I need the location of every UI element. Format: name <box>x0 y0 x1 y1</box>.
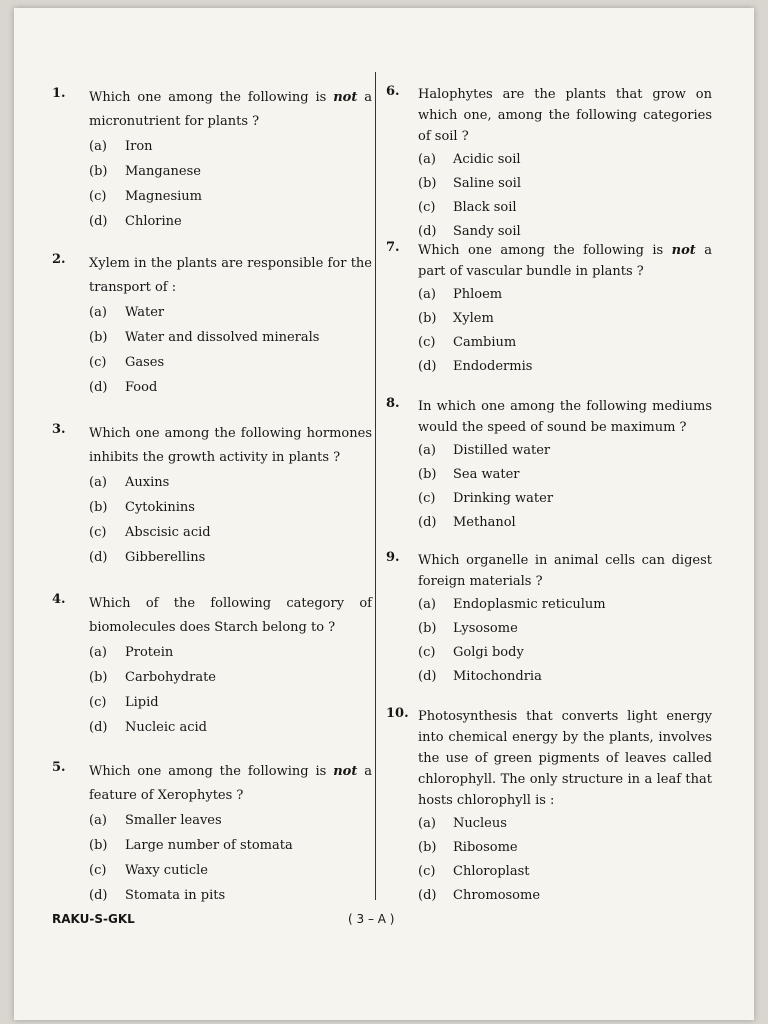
option-text: Endoplasmic reticulum <box>453 596 606 612</box>
option-row <box>89 495 372 520</box>
question-number: 5. <box>52 760 66 775</box>
option-text: Stomata in pits <box>125 888 226 903</box>
option-text: Water and dissolved minerals <box>125 330 320 345</box>
question-1 <box>52 86 372 234</box>
question-8 <box>386 396 712 534</box>
option-text: Protein <box>125 645 174 660</box>
option-label: (a) <box>418 596 436 612</box>
option-label: (b) <box>89 838 108 853</box>
question-9 <box>386 550 712 688</box>
option-text: Acidic soil <box>453 151 521 167</box>
option-label: (a) <box>89 139 107 154</box>
option-text: Smaller leaves <box>125 813 222 828</box>
option-text: Waxy cuticle <box>125 863 208 878</box>
option-row <box>418 486 712 510</box>
option-row <box>89 300 372 325</box>
question-text: Which one among the following is not a micronutrient for plants ? <box>89 90 372 129</box>
option-text: Sea water <box>453 466 520 482</box>
option-text: Lysosome <box>453 620 518 636</box>
question-number: 10. <box>386 706 409 721</box>
page-number: ( 3 – A ) <box>348 912 395 926</box>
option-label: (b) <box>418 839 437 855</box>
option-label: (c) <box>418 334 436 350</box>
option-text: Black soil <box>453 199 517 215</box>
question-number: 1. <box>52 86 66 101</box>
option-row <box>89 159 372 184</box>
question-number: 4. <box>52 592 66 607</box>
question-number: 3. <box>52 422 66 437</box>
option-text: Chlorine <box>125 214 182 229</box>
option-label: (a) <box>89 813 107 828</box>
option-row <box>89 808 372 833</box>
option-label: (d) <box>418 223 437 239</box>
option-text: Gases <box>125 355 165 370</box>
option-text: Chloroplast <box>453 863 530 879</box>
option-label: (b) <box>89 500 108 515</box>
option-row <box>89 833 372 858</box>
column-divider <box>375 72 376 900</box>
option-text: Large number of stomata <box>125 838 293 853</box>
option-label: (c) <box>418 644 436 660</box>
option-text: Nucleic acid <box>125 720 207 735</box>
option-row <box>418 354 712 378</box>
question-text: Halophytes are the plants that grow on which one, among the following categories of soil ? <box>418 87 712 144</box>
option-label: (c) <box>89 695 107 710</box>
option-label: (d) <box>418 668 437 684</box>
option-row <box>418 330 712 354</box>
option-label: (c) <box>418 199 436 215</box>
option-label: (c) <box>89 355 107 370</box>
option-row <box>418 811 712 835</box>
question-text: Which organelle in animal cells can digest foreign materials ? <box>418 553 712 589</box>
option-label: (d) <box>89 720 108 735</box>
option-label: (b) <box>418 175 437 191</box>
option-label: (a) <box>418 815 436 831</box>
option-label: (d) <box>418 887 437 903</box>
option-row <box>89 209 372 234</box>
option-label: (d) <box>418 514 437 530</box>
option-text: Endodermis <box>453 358 533 374</box>
option-text: Distilled water <box>453 442 551 458</box>
option-row <box>89 184 372 209</box>
option-label: (d) <box>89 550 108 565</box>
question-text: Which one among the following hormones inhibits the growth activity in plants ? <box>89 426 372 465</box>
option-label: (b) <box>89 670 108 685</box>
option-label: (a) <box>89 645 107 660</box>
question-text: Photosynthesis that converts light energy into chemical energy by the plants, involves the use of green pigments of leaves called chlorophyll. The only structure in a leaf that hosts chlorophyll is : <box>418 709 712 808</box>
option-row <box>89 715 372 740</box>
option-row <box>89 665 372 690</box>
option-row <box>89 350 372 375</box>
option-row <box>418 616 712 640</box>
option-row <box>418 664 712 688</box>
option-text: Food <box>125 380 158 395</box>
option-label: (c) <box>89 189 107 204</box>
option-row <box>418 195 712 219</box>
option-label: (b) <box>89 330 108 345</box>
option-label: (b) <box>418 466 437 482</box>
question-6 <box>386 84 712 243</box>
question-5 <box>52 760 372 908</box>
option-text: Ribosome <box>453 839 518 855</box>
question-text: Which one among the following is not a part of vascular bundle in plants ? <box>418 243 712 279</box>
option-text: Methanol <box>453 514 516 530</box>
question-text: Which of the following category of biomolecules does Starch belong to ? <box>89 596 372 635</box>
option-label: (b) <box>89 164 108 179</box>
option-row <box>89 520 372 545</box>
option-text: Lipid <box>125 695 159 710</box>
option-text: Manganese <box>125 164 201 179</box>
option-label: (a) <box>418 286 436 302</box>
option-row <box>418 510 712 534</box>
option-row <box>89 545 372 570</box>
option-row <box>418 859 712 883</box>
option-row <box>418 171 712 195</box>
option-label: (c) <box>418 863 436 879</box>
option-label: (a) <box>89 475 107 490</box>
option-label: (c) <box>418 490 436 506</box>
option-label: (b) <box>418 310 437 326</box>
paper-code: RAKU-S-GKL <box>52 912 135 926</box>
option-text: Phloem <box>453 286 503 302</box>
option-label: (a) <box>89 305 107 320</box>
option-text: Auxins <box>125 475 170 490</box>
option-row <box>418 282 712 306</box>
option-row <box>89 470 372 495</box>
option-text: Iron <box>125 139 153 154</box>
question-4 <box>52 592 372 740</box>
option-label: (b) <box>418 620 437 636</box>
question-10 <box>386 706 712 907</box>
option-text: Drinking water <box>453 490 554 506</box>
option-row <box>418 592 712 616</box>
option-row <box>418 640 712 664</box>
option-text: Carbohydrate <box>125 670 216 685</box>
option-text: Gibberellins <box>125 550 206 565</box>
question-number: 2. <box>52 252 66 267</box>
option-text: Abscisic acid <box>125 525 211 540</box>
question-3 <box>52 422 372 570</box>
exam-page <box>14 8 754 1020</box>
option-row <box>418 438 712 462</box>
option-label: (a) <box>418 151 436 167</box>
option-row <box>89 325 372 350</box>
option-label: (c) <box>89 525 107 540</box>
option-label: (d) <box>89 380 108 395</box>
option-text: Water <box>125 305 165 320</box>
question-number: 9. <box>386 550 400 565</box>
question-7 <box>386 240 712 378</box>
option-row <box>89 375 372 400</box>
question-2 <box>52 252 372 400</box>
option-label: (c) <box>89 863 107 878</box>
option-text: Saline soil <box>453 175 521 191</box>
question-text: Which one among the following is not a feature of Xerophytes ? <box>89 764 372 803</box>
option-label: (d) <box>89 888 108 903</box>
option-label: (d) <box>89 214 108 229</box>
question-number: 7. <box>386 240 400 255</box>
option-text: Chromosome <box>453 887 541 903</box>
option-text: Sandy soil <box>453 223 521 239</box>
option-row <box>89 690 372 715</box>
option-text: Golgi body <box>453 644 524 660</box>
option-row <box>418 306 712 330</box>
option-label: (a) <box>418 442 436 458</box>
option-text: Mitochondria <box>453 668 542 684</box>
option-row <box>89 640 372 665</box>
option-row <box>418 883 712 907</box>
option-row <box>89 858 372 883</box>
question-number: 8. <box>386 396 400 411</box>
option-text: Magnesium <box>125 189 202 204</box>
question-text: In which one among the following mediums would the speed of sound be maximum ? <box>418 399 712 435</box>
option-row <box>89 883 372 908</box>
option-text: Xylem <box>453 310 494 326</box>
option-label: (d) <box>418 358 437 374</box>
option-text: Cytokinins <box>125 500 195 515</box>
question-text: Xylem in the plants are responsible for the transport of : <box>89 256 372 295</box>
option-text: Cambium <box>453 334 517 350</box>
option-text: Nucleus <box>453 815 507 831</box>
question-number: 6. <box>386 84 400 99</box>
option-row <box>418 147 712 171</box>
option-row <box>89 134 372 159</box>
option-row <box>418 462 712 486</box>
option-row <box>418 835 712 859</box>
